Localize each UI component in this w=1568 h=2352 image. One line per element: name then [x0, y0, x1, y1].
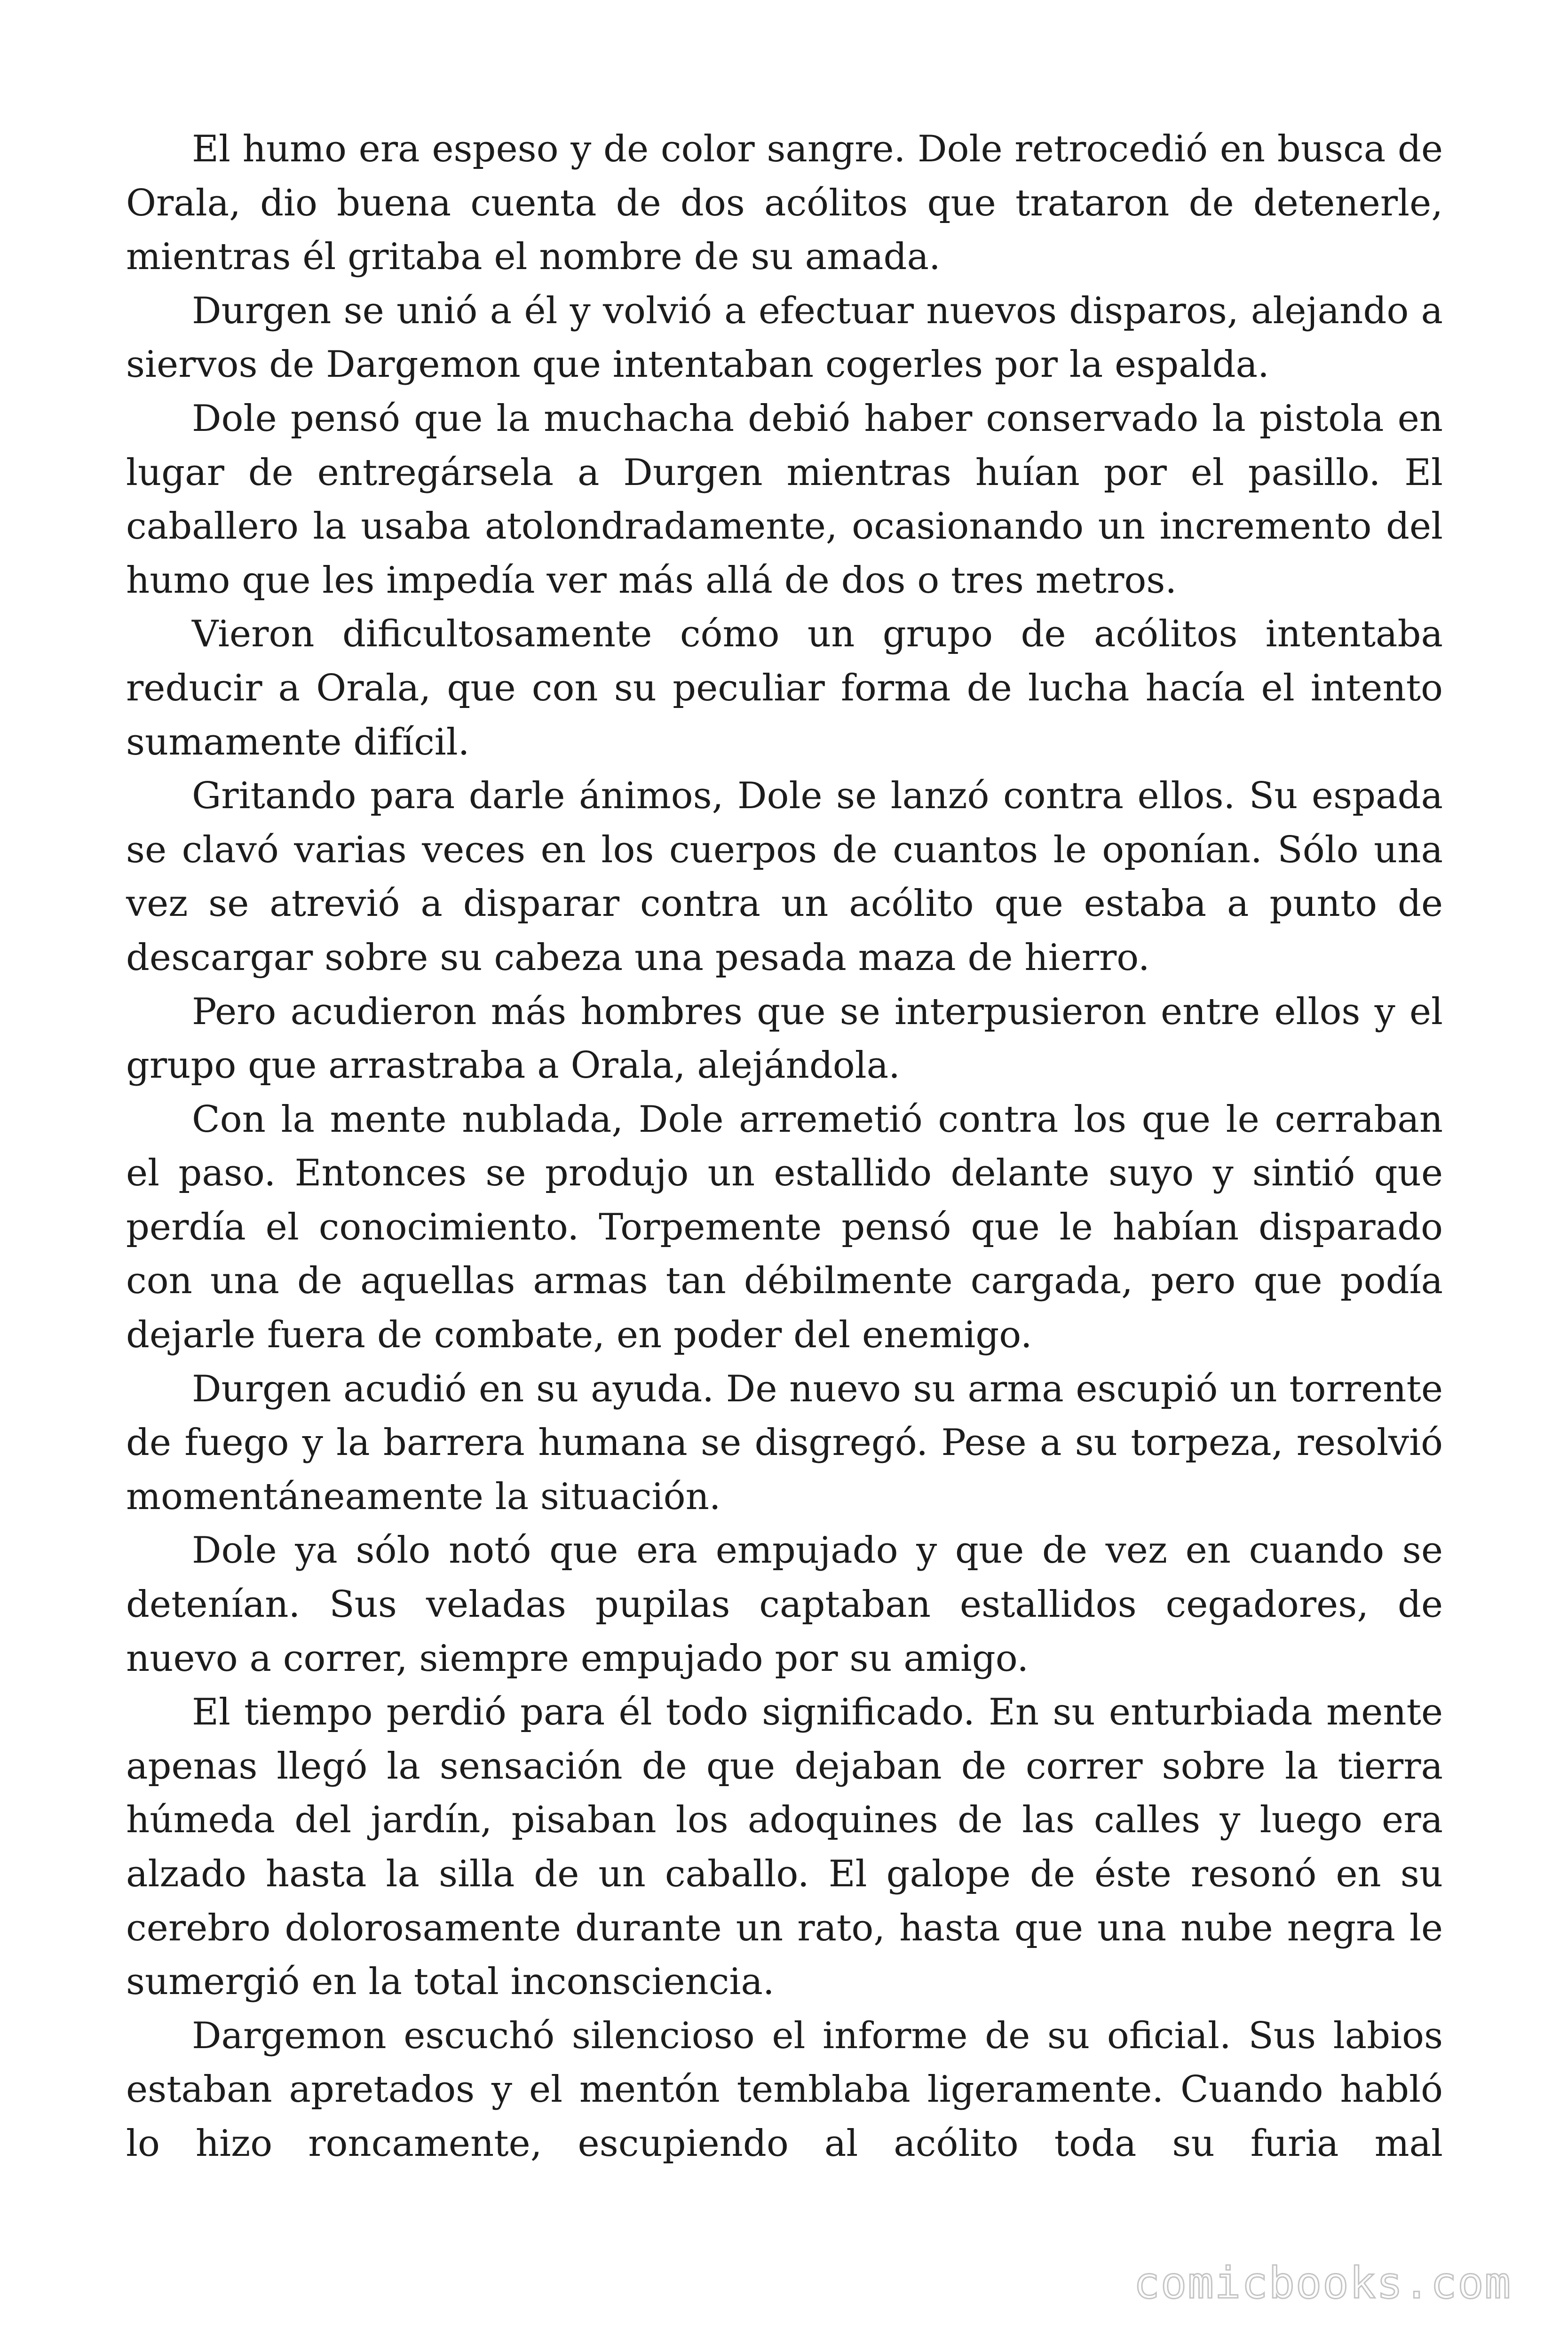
paragraph: Pero acudieron más hombres que se interpusieron entre ellos y el grupo que arrastraba a Orala, alejándola.	[126, 990, 1443, 1087]
paragraph: Gritando para darle ánimos, Dole se lanzó contra ellos. Su espada se clavó varias veces en los cuerpos de cuantos le oponían. Sólo una vez se atrevió a disparar contra un acólito que estaba a punto de descargar sobre su cabeza una pesada maza de hierro.	[126, 775, 1443, 979]
body-text	[126, 122, 1443, 2171]
watermark: comicbooks.com	[1133, 2258, 1512, 2308]
paragraph: Durgen se unió a él y volvió a efectuar nuevos disparos, alejando a siervos de Dargemon que intentaban cogerles por la espalda.	[126, 289, 1443, 386]
paragraph: El tiempo perdió para él todo significado. En su enturbiada mente apenas llegó la sensación de que dejaban de correr sobre la tierra húmeda del jardín, pisaban los adoquines de las calles y luego era alzado hasta la silla de un caballo. El galope de éste resonó en su cerebro dolorosamente durante un rato, hasta que una nube negra le sumergió en la total inconsciencia.	[126, 1691, 1443, 2003]
paragraph: Vieron dificultosamente cómo un grupo de acólitos intentaba reducir a Orala, que con su peculiar forma de lucha hacía el intento sumamente difícil.	[126, 613, 1443, 763]
paragraph: Dole pensó que la muchacha debió haber conservado la pistola en lugar de entregársela a Durgen mientras huían por el pasillo. El caballero la usaba atolondradamente, ocasionando un incremento del humo que les impedía ver más allá de dos o tres metros.	[126, 397, 1443, 602]
paragraph-continued: Dargemon escuchó silencioso el informe de su oficial. Sus labios estaban apretados y el mentón temblaba ligeramente. Cuando habló lo hizo roncamente, escupiendo al acólito toda su furia mal	[126, 2014, 1443, 2165]
paragraph: Durgen acudió en su ayuda. De nuevo su arma escupió un torrente de fuego y la barrera humana se disgregó. Pese a su torpeza, resolvió momentáneamente la situación.	[126, 1367, 1443, 1518]
paragraph: Con la mente nublada, Dole arremetió contra los que le cerraban el paso. Entonces se produjo un estallido delante suyo y sintió que perdía el conocimiento. Torpemente pensó que le habían disparado con una de aquellas armas tan débilmente cargada, pero que podía dejarle fuera de combate, en poder del enemigo.	[126, 1098, 1443, 1357]
paragraph: Dole ya sólo notó que era empujado y que de vez en cuando se detenían. Sus veladas pupilas captaban estallidos cegadores, de nuevo a correr, siempre empujado por su amigo.	[126, 1529, 1443, 1680]
paragraph: El humo era espeso y de color sangre. Dole retrocedió en busca de Orala, dio buena cuenta de dos acólitos que trataron de detenerle, mientras él gritaba el nombre de su amada.	[126, 128, 1443, 278]
